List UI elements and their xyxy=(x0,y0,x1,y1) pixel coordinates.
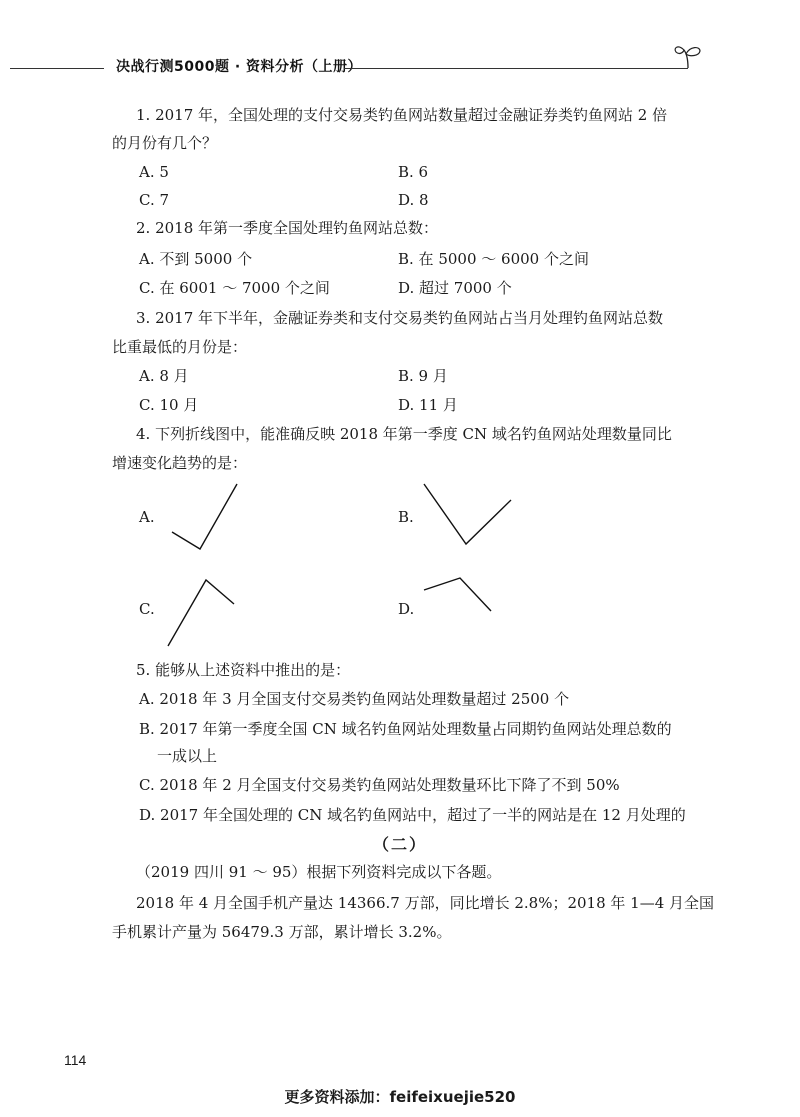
q4-option-d[interactable]: D. xyxy=(398,600,415,618)
q4-figure-d-line xyxy=(420,572,510,622)
section-intro: （2019 四川 91 ～ 95）根据下列资料完成以下各题。 xyxy=(136,863,502,881)
q5-option-c[interactable]: C. 2018 年 2 月全国支付交易类钓鱼网站处理数量环比下降了不到 50% xyxy=(139,776,620,794)
q4-line-2: 增速变化趋势的是： xyxy=(112,454,248,472)
q5-option-b[interactable]: B. 2017 年第一季度全国 CN 域名钓鱼网站处理数量占同期钓鱼网站处理总数的 xyxy=(139,720,672,738)
q4-option-a[interactable]: A. xyxy=(139,508,155,526)
q1-line-1: 1. 2017 年，全国处理的支付交易类钓鱼网站数量超过金融证券类钓鱼网站 2 倍 xyxy=(136,106,668,124)
q3-line-1: 3. 2017 年下半年，金融证券类和支付交易类钓鱼网站占当月处理钓鱼网站总数 xyxy=(136,309,664,327)
footer-text: 更多资料添加：feifeixuejie520 xyxy=(284,1088,516,1106)
q5-line-1: 5. 能够从上述资料中推出的是： xyxy=(136,661,351,679)
q4-option-b[interactable]: B. xyxy=(398,508,414,526)
q2-option-b[interactable]: B. 在 5000 ～ 6000 个之间 xyxy=(398,250,589,268)
q5-option-a[interactable]: A. 2018 年 3 月全国支付交易类钓鱼网站处理数量超过 2500 个 xyxy=(139,690,570,708)
q1-line-2: 的月份有几个？ xyxy=(112,134,218,152)
q1-option-a[interactable]: A. 5 xyxy=(139,163,169,181)
q5-option-d[interactable]: D. 2017 年全国处理的 CN 域名钓鱼网站中，超过了一半的网站是在 12 月处理的 xyxy=(139,806,686,824)
section-title: （二） xyxy=(372,835,427,854)
q3-option-c[interactable]: C. 10 月 xyxy=(139,396,199,414)
q2-option-a[interactable]: A. 不到 5000 个 xyxy=(139,250,253,268)
section-paragraph-line-2: 手机累计产量为 56479.3 万部，累计增长 3.2%。 xyxy=(112,923,452,941)
header-rule-left xyxy=(10,68,104,69)
q3-option-a[interactable]: A. 8 月 xyxy=(139,367,189,385)
q4-line-1: 4. 下列折线图中，能准确反映 2018 年第一季度 CN 域名钓鱼网站处理数量同比 xyxy=(136,425,672,443)
q2-line-1: 2. 2018 年第一季度全国处理钓鱼网站总数： xyxy=(136,219,439,237)
q2-option-d[interactable]: D. 超过 7000 个 xyxy=(398,279,512,297)
q4-figure-c-line xyxy=(160,572,250,652)
section-paragraph-line-1: 2018 年 4 月全国手机产量达 14366.7 万部，同比增长 2.8%；2018 年 1—4 月全国 xyxy=(136,894,715,912)
page-number: 114 xyxy=(64,1052,87,1068)
q1-option-c[interactable]: C. 7 xyxy=(139,191,170,209)
q1-option-b[interactable]: B. 6 xyxy=(398,163,429,181)
q4-figure-a-line xyxy=(160,478,250,558)
header-title: 决战行测5000题 · 资料分析（上册） xyxy=(116,59,363,75)
q3-option-b[interactable]: B. 9 月 xyxy=(398,367,448,385)
q5-option-b-continued: 一成以上 xyxy=(157,747,218,765)
q4-figure-b-line xyxy=(418,478,518,558)
header-rule-right xyxy=(344,68,688,69)
q3-option-d[interactable]: D. 11 月 xyxy=(398,396,458,414)
q2-option-c[interactable]: C. 在 6001 ～ 7000 个之间 xyxy=(139,279,330,297)
q3-line-2: 比重最低的月份是： xyxy=(112,338,248,356)
q4-option-c[interactable]: C. xyxy=(139,600,155,618)
q1-option-d[interactable]: D. 8 xyxy=(398,191,429,209)
sprout-icon xyxy=(672,42,706,72)
